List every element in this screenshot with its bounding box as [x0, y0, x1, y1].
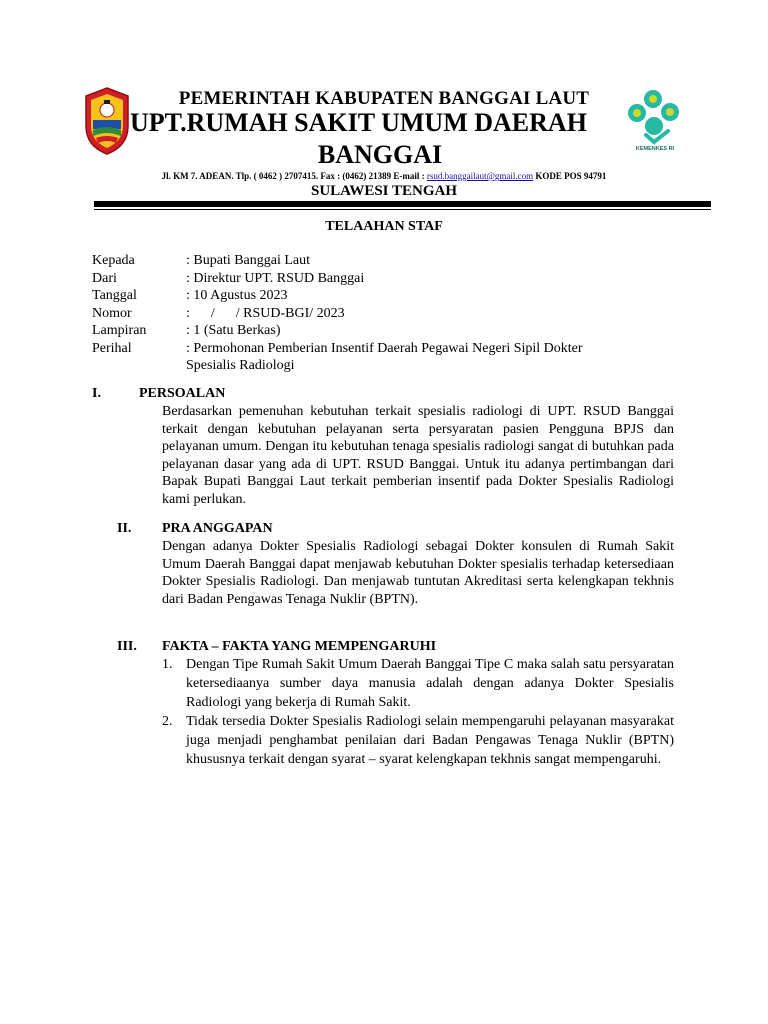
email-link[interactable]: rsud.banggailaut@gmail.com — [426, 171, 534, 181]
header-divider-thick — [94, 201, 711, 207]
meta-value: : Direktur UPT. RSUD Banggai — [186, 270, 365, 286]
meta-row — [92, 287, 626, 305]
meta-label: Tanggal — [92, 288, 137, 303]
list-item — [162, 712, 674, 769]
section-1-number: I. — [92, 386, 101, 401]
meta-value: : Permohonan Pemberian Insentif Daerah Pegawai Negeri Sipil Dokter Spesialis Radiologi — [186, 340, 583, 373]
meta-row — [92, 340, 626, 375]
hospital-name-line1: UPT.RUMAH SAKIT UMUM DAERAH — [130, 108, 587, 137]
meta-value: : / / RSUD-BGI/ 2023 — [186, 305, 345, 321]
document-title: TELAAHAN STAF — [325, 219, 443, 234]
section-2-body: Dengan adanya Dokter Spesialis Radiologi sebagai Dokter konsulen di Rumah Sakit Umum Daerah Banggai dapat menjawab kebutuhan Dokter spesialis terhadap ketersediaan Dokter Spesialis Radiologi. Dan menjawab tuntutan Akreditasi serta kelengkapan tekhnis dari Badan Pengawas Tenaga Nuklir (BPTN). — [162, 539, 674, 607]
province-name: SULAWESI TENGAH — [310, 183, 458, 199]
list-item-number: 2. — [162, 714, 173, 729]
memo-meta — [92, 252, 626, 375]
section-2-number: II. — [117, 521, 132, 536]
meta-row — [92, 305, 626, 323]
meta-value: : 1 (Satu Berkas) — [186, 323, 281, 338]
facts-list — [162, 655, 674, 769]
header-divider-thin — [94, 209, 711, 210]
meta-label: Kepada — [92, 253, 135, 268]
list-item-text: Dengan Tipe Rumah Sakit Umum Daerah Banggai Tipe C maka salah satu persyaratan ketersediaanya sumber daya manusia adalah dengan adanya Dokter Spesialis Radiologi yang bekerja di Rumah Sakit. — [186, 657, 674, 710]
section-1-body: Berdasarkan pemenuhan kebutuhan terkait spesialis radiologi di UPT. RSUD Banggai terkait dengan kebutuhan pelayanan serta persyaratan pasien Pengguna BPJS dan pelayanan umum. Dengan itu kebutuhan tenaga spesialis radiologi sangat di butuhkan pada pelayanan dasar yang ada di UPT. RSUD Banggai. Untuk itu adanya pertimbangan dari Bapak Bupati Banggai Laut terkait pemberian insentif pada Dokter Spesialis Radiologi kami perlukan. — [162, 404, 674, 507]
address-line — [0, 171, 768, 181]
meta-row — [92, 270, 626, 288]
section-3-title: FAKTA – FAKTA YANG MEMPENGARUHI — [162, 639, 437, 654]
section-1-title: PERSOALAN — [139, 386, 226, 401]
government-name: PEMERINTAH KABUPATEN BANGGAI LAUT — [178, 88, 590, 109]
meta-label: Dari — [92, 270, 117, 286]
address-suffix: KODE POS 94791 — [535, 171, 607, 181]
address-prefix: Jl. KM 7. ADEAN. Tlp. ( 0462 ) 2707415. Fax : (0462) 21389 E-mail : — [161, 171, 425, 181]
kemenkes-caption: KEMENKES RI — [635, 146, 675, 152]
meta-label: Lampiran — [92, 323, 147, 338]
meta-row — [92, 322, 626, 340]
list-item-text: Tidak tersedia Dokter Spesialis Radiologi selain mempengaruhi pelayanan masyarakat juga menjadi penghambat penilaian dari Badan Pengawas Tenaga Nuklir (BPTN) khususnya terkait dengan syarat – syarat kelengkapan tekhnis sangat mempengaruhi. — [186, 714, 674, 767]
meta-value: : 10 Agustus 2023 — [186, 288, 288, 303]
hospital-name-line2: BANGGAI — [317, 140, 443, 169]
meta-row — [92, 252, 626, 270]
section-2-title: PRA ANGGAPAN — [162, 521, 273, 536]
list-item — [162, 655, 674, 712]
meta-label: Perihal — [92, 340, 132, 356]
meta-label: Nomor — [92, 305, 132, 321]
meta-value: : Bupati Banggai Laut — [186, 253, 311, 268]
section-3-number: III. — [117, 639, 137, 654]
list-item-number: 1. — [162, 657, 173, 672]
